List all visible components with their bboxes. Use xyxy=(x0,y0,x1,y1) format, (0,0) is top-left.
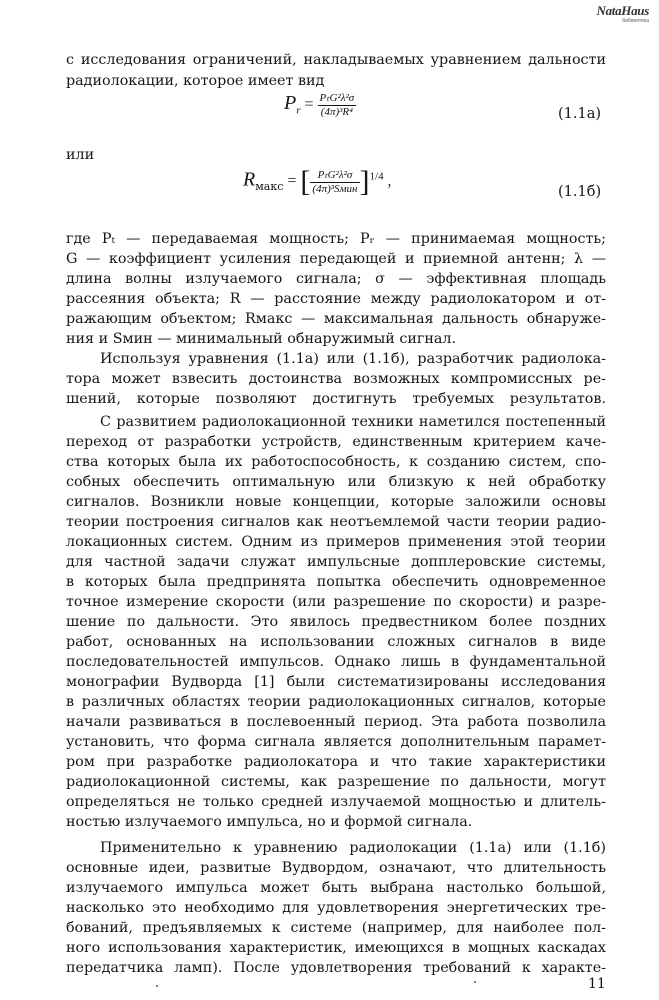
text-line: Используя уравнения (1.1а) или (1.1б), разработчик радиолока- xyxy=(100,351,606,367)
text-line: ражающим объектом; Rмакс — максимальная дальность обнаруже- xyxy=(66,311,606,327)
speck xyxy=(474,981,476,983)
equation-numerator: PₜG²λ²σ xyxy=(317,168,353,181)
text-line: переход от разработки устройств, единственным критерием каче- xyxy=(66,434,606,450)
text-line: ностью излучаемого импульса, но и формой сигнала. xyxy=(66,814,473,830)
text-line: радиолокации, которое имеет вид xyxy=(66,73,325,89)
equation-label: (1.1а) xyxy=(558,106,602,122)
text-line: шений, которые позволяют достигнуть требуемых результатов. xyxy=(66,391,606,407)
text-line: установить, что форма сигнала является дополнительным парамет- xyxy=(66,734,606,750)
equation-exponent: 1/4 xyxy=(369,170,384,183)
equation-numerator: PₜG²λ²σ xyxy=(319,92,355,104)
text-line: работ, основанных на использовании сложных сигналов в виде xyxy=(66,634,606,650)
page-number: 11 xyxy=(588,976,606,992)
text-line: ного использования характеристик, имеющихся в мощных каскадах xyxy=(66,940,606,956)
watermark-name: NataHaus xyxy=(596,3,649,18)
text-line: тора может взвесить достоинства возможных компромиссных ре- xyxy=(66,371,606,387)
text-line: монографии Вудворда [1] были систематизированы исследования xyxy=(66,674,606,690)
equation-fraction xyxy=(318,92,357,119)
text-line: теории построения сигналов как неотъемлемой части теории радио- xyxy=(66,514,606,530)
equation-1-1a: $P_r$ = $\frac{\text{PₜG²λ²σ}}{\text{(4π)³R⁴}}$ xyxy=(284,92,355,118)
equation-label: (1.1б) xyxy=(558,184,602,200)
equation-lhs-subscript: макс xyxy=(255,179,284,193)
watermark-logo xyxy=(596,4,649,24)
text-line: в которых была предпринята попытка обеспечить одновременное xyxy=(66,574,606,590)
text-line: излучаемого импульса может быть выбрана настолько большой, xyxy=(66,880,606,896)
text-line: длина волны излучаемого сигнала; σ — эффективная площадь xyxy=(66,271,606,287)
text-line: шение по дальности. Это явилось предвестником более поздних xyxy=(66,614,606,630)
text-line: ния и Sмин — минимальный обнаружимый сигнал. xyxy=(66,331,457,347)
text-line: или xyxy=(66,147,95,163)
equation-1-1b: $R_{макс}$ = [ $\frac{\text{PₜG²λ²σ}}{\text{(4π)³Sмин}}$ ]$^{1/4}$ , xyxy=(243,165,392,198)
equation-lhs: P xyxy=(284,92,297,115)
text-line: бований, предъявляемых к системе (например, для наиболее пол- xyxy=(66,920,606,936)
equation-denominator: (4π)³Sмин xyxy=(312,182,358,195)
text-line: G — коэффициент усиления передающей и приемной антенн; λ — xyxy=(66,251,606,267)
equation-lhs-subscript: r xyxy=(296,104,301,117)
text-line: радиолокационной системы, как разрешение по дальности, могут xyxy=(66,774,606,790)
watermark-subtitle: библиотека xyxy=(622,18,649,24)
text-line: в различных областях теории радиолокационных сигналов, которые xyxy=(66,694,606,710)
equation-lhs: R xyxy=(243,168,256,191)
text-line: насколько это необходимо для удовлетворения энергетических тре- xyxy=(66,900,606,916)
text-line: определяться не только средней излучаемой мощностью и длитель- xyxy=(66,794,606,810)
text-line: основные идеи, развитые Вудвордом, означают, что длительность xyxy=(66,860,606,876)
equation-denominator: (4π)³R⁴ xyxy=(318,105,357,119)
text-line: собных обеспечить оптимальную или близкую к ней обработку xyxy=(66,474,606,490)
text-line: рассеяния объекта; R — расстояние между радиолокатором и от- xyxy=(66,291,606,307)
text-line: локационных систем. Одним из примеров применения этой теории xyxy=(66,534,606,550)
text-line: для частной задачи служат импульсные допплеровские системы, xyxy=(66,554,606,570)
text-line: последовательностей импульсов. Однако лишь в фундаментальной xyxy=(66,654,606,670)
text-line: Применительно к уравнению радиолокации (1.1а) или (1.1б) xyxy=(100,840,606,856)
text-line: передатчика ламп). После удовлетворения требований к характе- xyxy=(66,960,606,976)
text-line: ром при разработке радиолокатора и что такие характеристики xyxy=(66,754,606,770)
text-line: где Pₜ — передаваемая мощность; Pᵣ — принимаемая мощность; xyxy=(66,231,606,247)
text-line: С развитием радиолокационной техники наметился постепенный xyxy=(100,414,606,430)
text-line: ства которых была их работоспособность, к созданию систем, спо- xyxy=(66,454,606,470)
text-line: с исследования ограничений, накладываемых уравнением дальности xyxy=(66,52,606,68)
text-line: сигналов. Возникли новые концепции, которые заложили основы xyxy=(66,494,606,510)
equation-fraction xyxy=(310,169,359,196)
text-line: точное измерение скорости (или разрешение по скорости) и разре- xyxy=(66,594,606,610)
text-line: начали развиваться в послевоенный период. Эта работа позволила xyxy=(66,714,606,730)
speck xyxy=(156,985,158,987)
